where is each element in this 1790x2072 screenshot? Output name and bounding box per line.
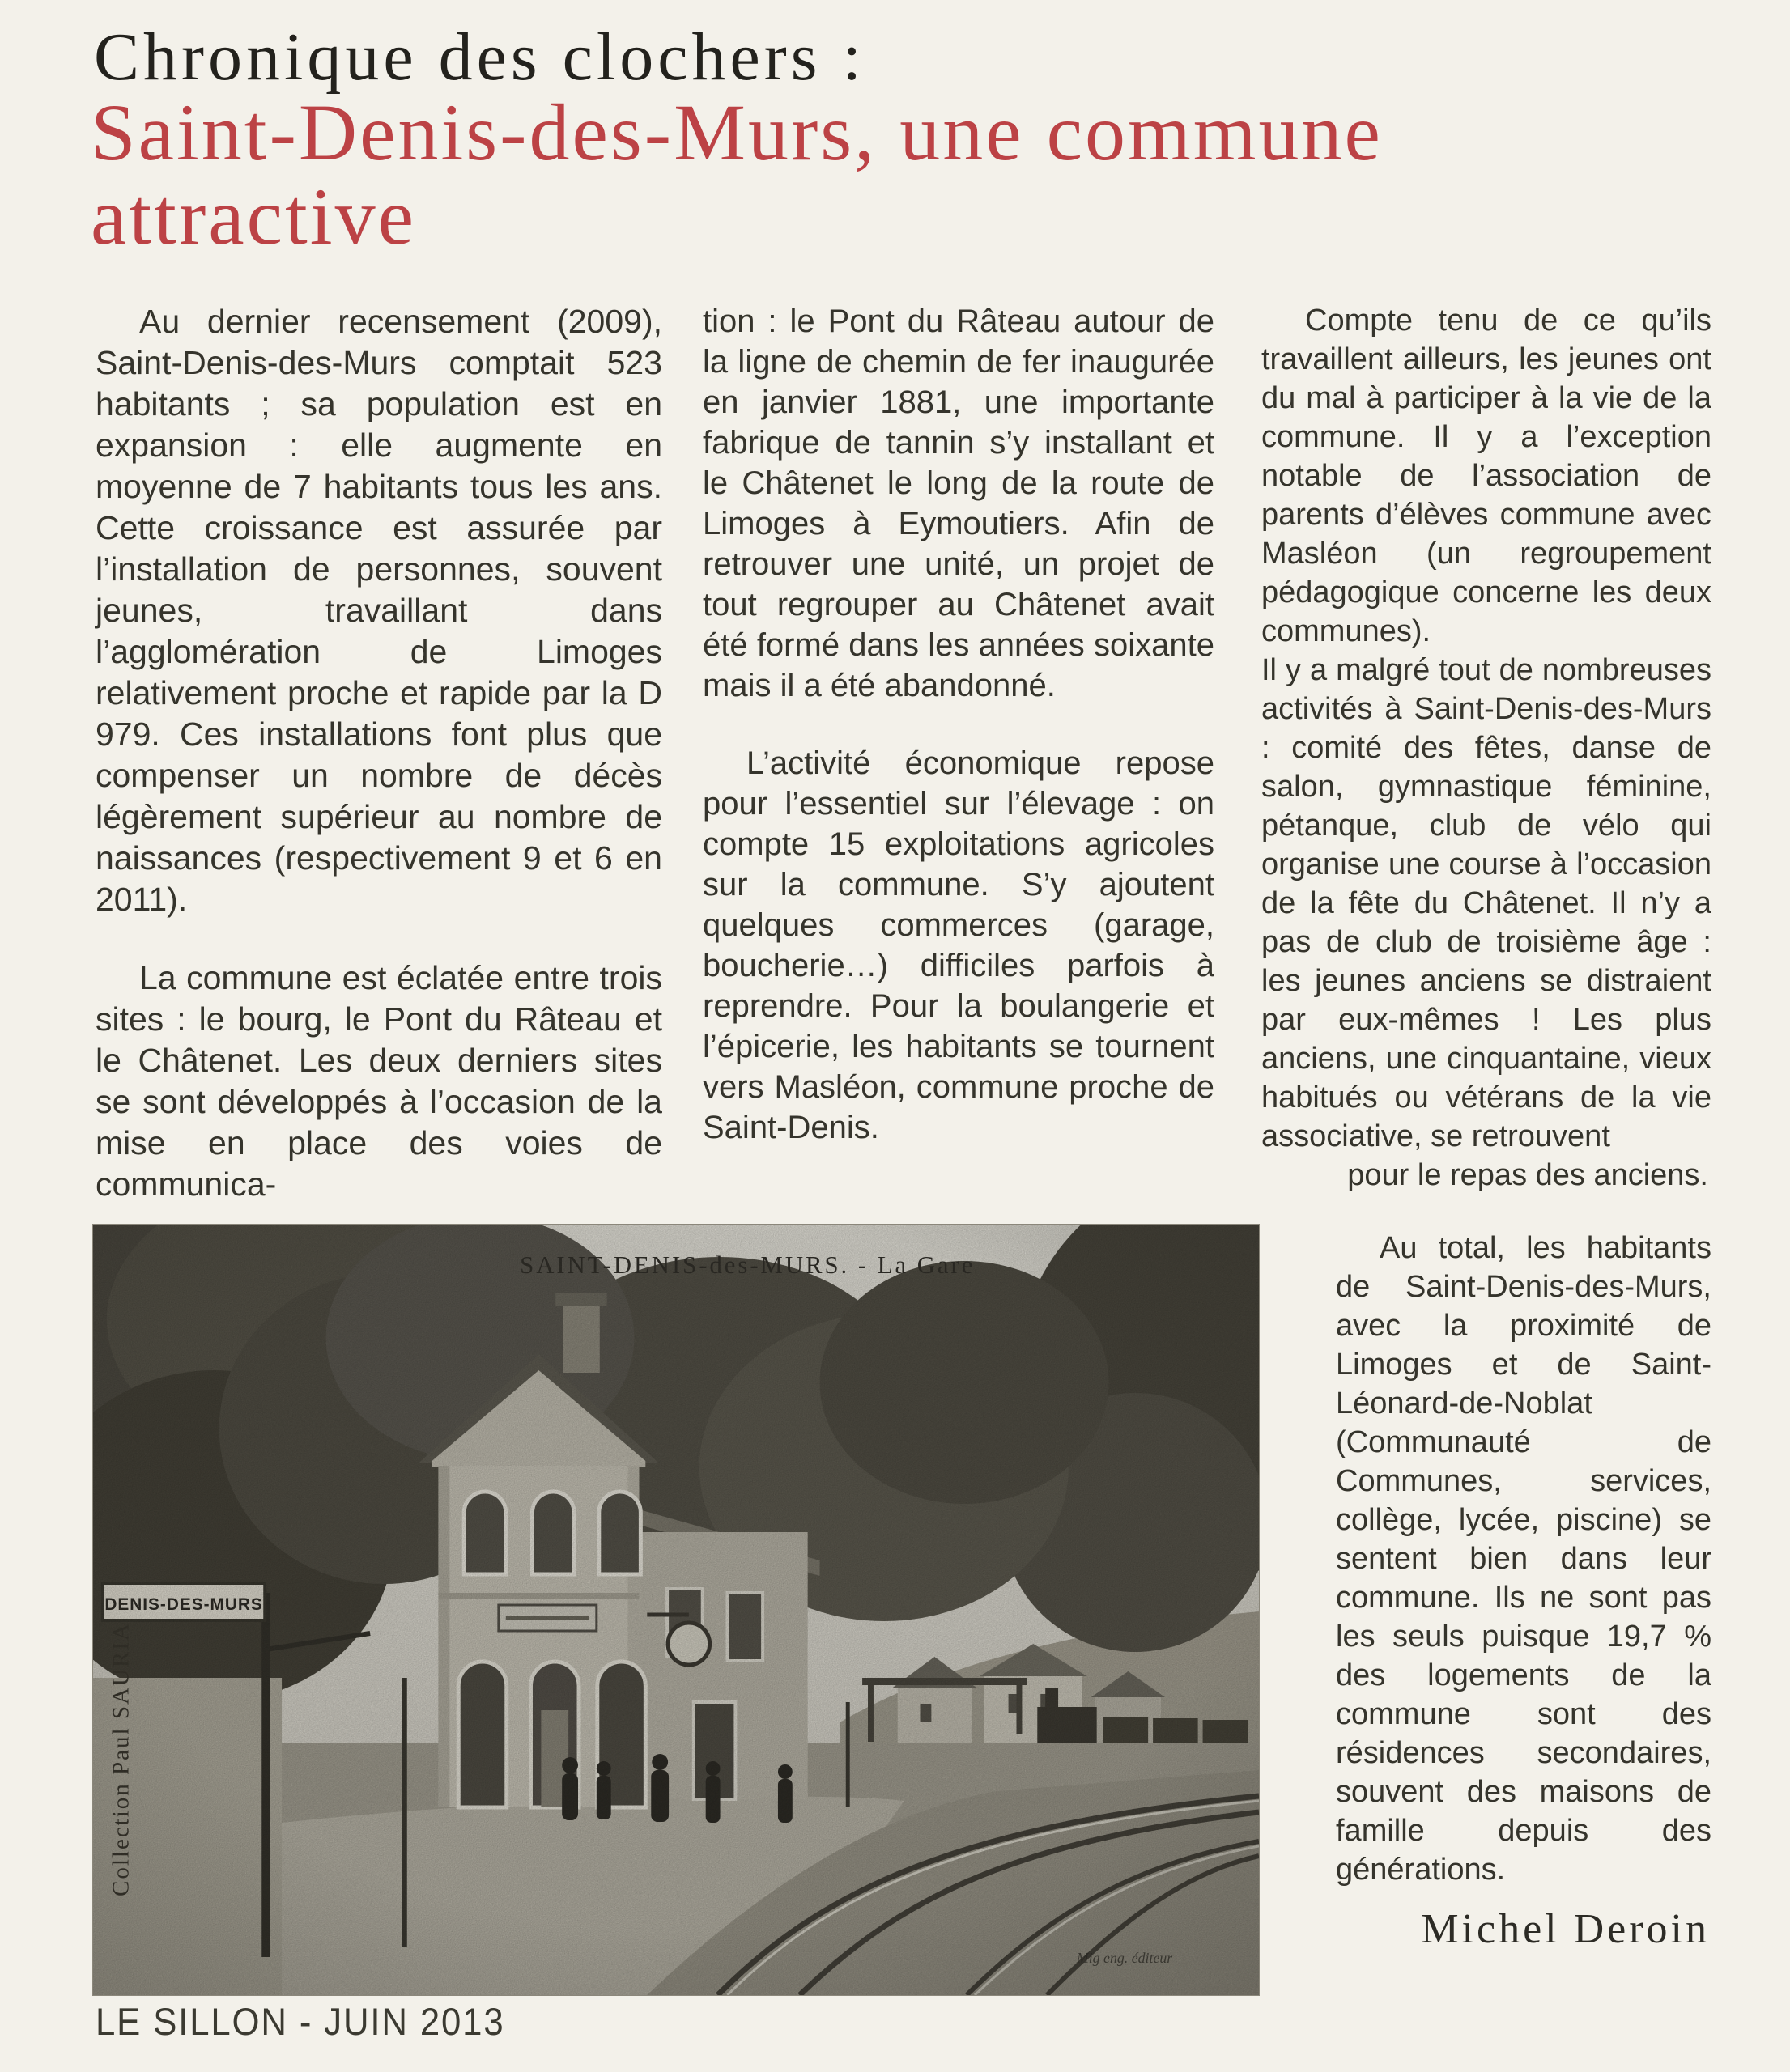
paragraph: Compte tenu de ce qu’ils travaillent ailleurs, les jeunes ont du mal à participer à la vie de la commune. Il y a l’exception notable de l’association de parents d’élèves commune avec Masléon (un regroupement pédagogique concerne les deux communes). [1261, 304, 1711, 648]
wrapped-text-block [1336, 1229, 1711, 1954]
article-title: Saint-Denis-des-Murs, une commune attractive [91, 87, 1383, 261]
article-column-2 [703, 301, 1214, 1148]
paragraph-last-line: pour le repas des anciens. [1347, 1158, 1708, 1192]
article-column-3 [1261, 301, 1711, 1954]
article-kicker: Chronique des clochers : [94, 19, 865, 95]
paragraph: L’activité économique repose pour l’essentiel sur l’élevage : on compte 15 exploitations agricoles sur la commune. S’y ajoutent quelques commerces (garage, boucherie…) difficiles parfois à reprendre. Pour la boulangerie et l’épicerie, les habitants se tournent vers Masléon, commune proche de Saint-Denis. [703, 745, 1214, 1145]
paragraph: tion : le Pont du Râteau autour de la ligne de chemin de fer inaugurée en janvier 1881, une importante fabrique de tannin s’y installant et le Châtenet le long de la route de Limoges à Eymoutiers. Afin de retrouver une unité, un projet de tout regrouper au Châtenet avait été formé dans les années soixante mais il a été abandonné. [703, 304, 1214, 703]
publication-footer: LE SILLON - JUIN 2013 [96, 2000, 505, 2043]
paragraph: La commune est éclatée entre trois sites : le bourg, le Pont du Râteau et le Châtenet. Les deux derniers sites se sont développés à l’occasion de la mise en place des voies de communica- [96, 959, 662, 1203]
postcard-illustration [93, 1225, 1259, 1995]
author-signature: Michel Deroin [1421, 1906, 1710, 1952]
paragraph: Au total, les habitants de Saint-Denis-des-Murs, avec la proximité de Limoges et de Saint-Léonard-de-Noblat (Communauté de Communes, services, collège, lycée, piscine) se sentent bien dans leur commune. Ils ne sont pas les seuls puisque 19,7 % des logements de la commune sont des résidences secondaires, souvent des maisons de famille depuis des générations. [1336, 1231, 1711, 1887]
station-postcard-photo [93, 1225, 1259, 1995]
vignette-overlay [93, 1225, 1259, 1995]
article-column-1 [96, 301, 662, 1205]
paragraph: Au dernier recensement (2009), Saint-Denis-des-Murs comptait 523 habitants ; sa population est en expansion : elle augmente en moyenne de 7 habitants tous les ans. Cette croissance est assurée par l’installation de personnes, souvent jeunes, travaillant dans l’agglomération de Limoges relativement proche et rapide par la D 979. Ces installations font plus que compenser un nombre de décès légèrement supérieur au nombre de naissances (respectivement 9 et 6 en 2011). [96, 303, 662, 918]
paragraph: Il y a malgré tout de nombreuses activités à Saint-Denis-des-Murs : comité des fêtes, danse de salon, gymnastique féminine, pétanque, club de vélo qui organise une course à l’occasion de la fête du Châtenet. Il n’y a pas de club de troisième âge : les jeunes anciens se distraient par eux-mêmes ! Les plus anciens, une cinquantaine, vieux habitués ou vétérans de la vie associative, se retrouvent [1261, 653, 1711, 1153]
